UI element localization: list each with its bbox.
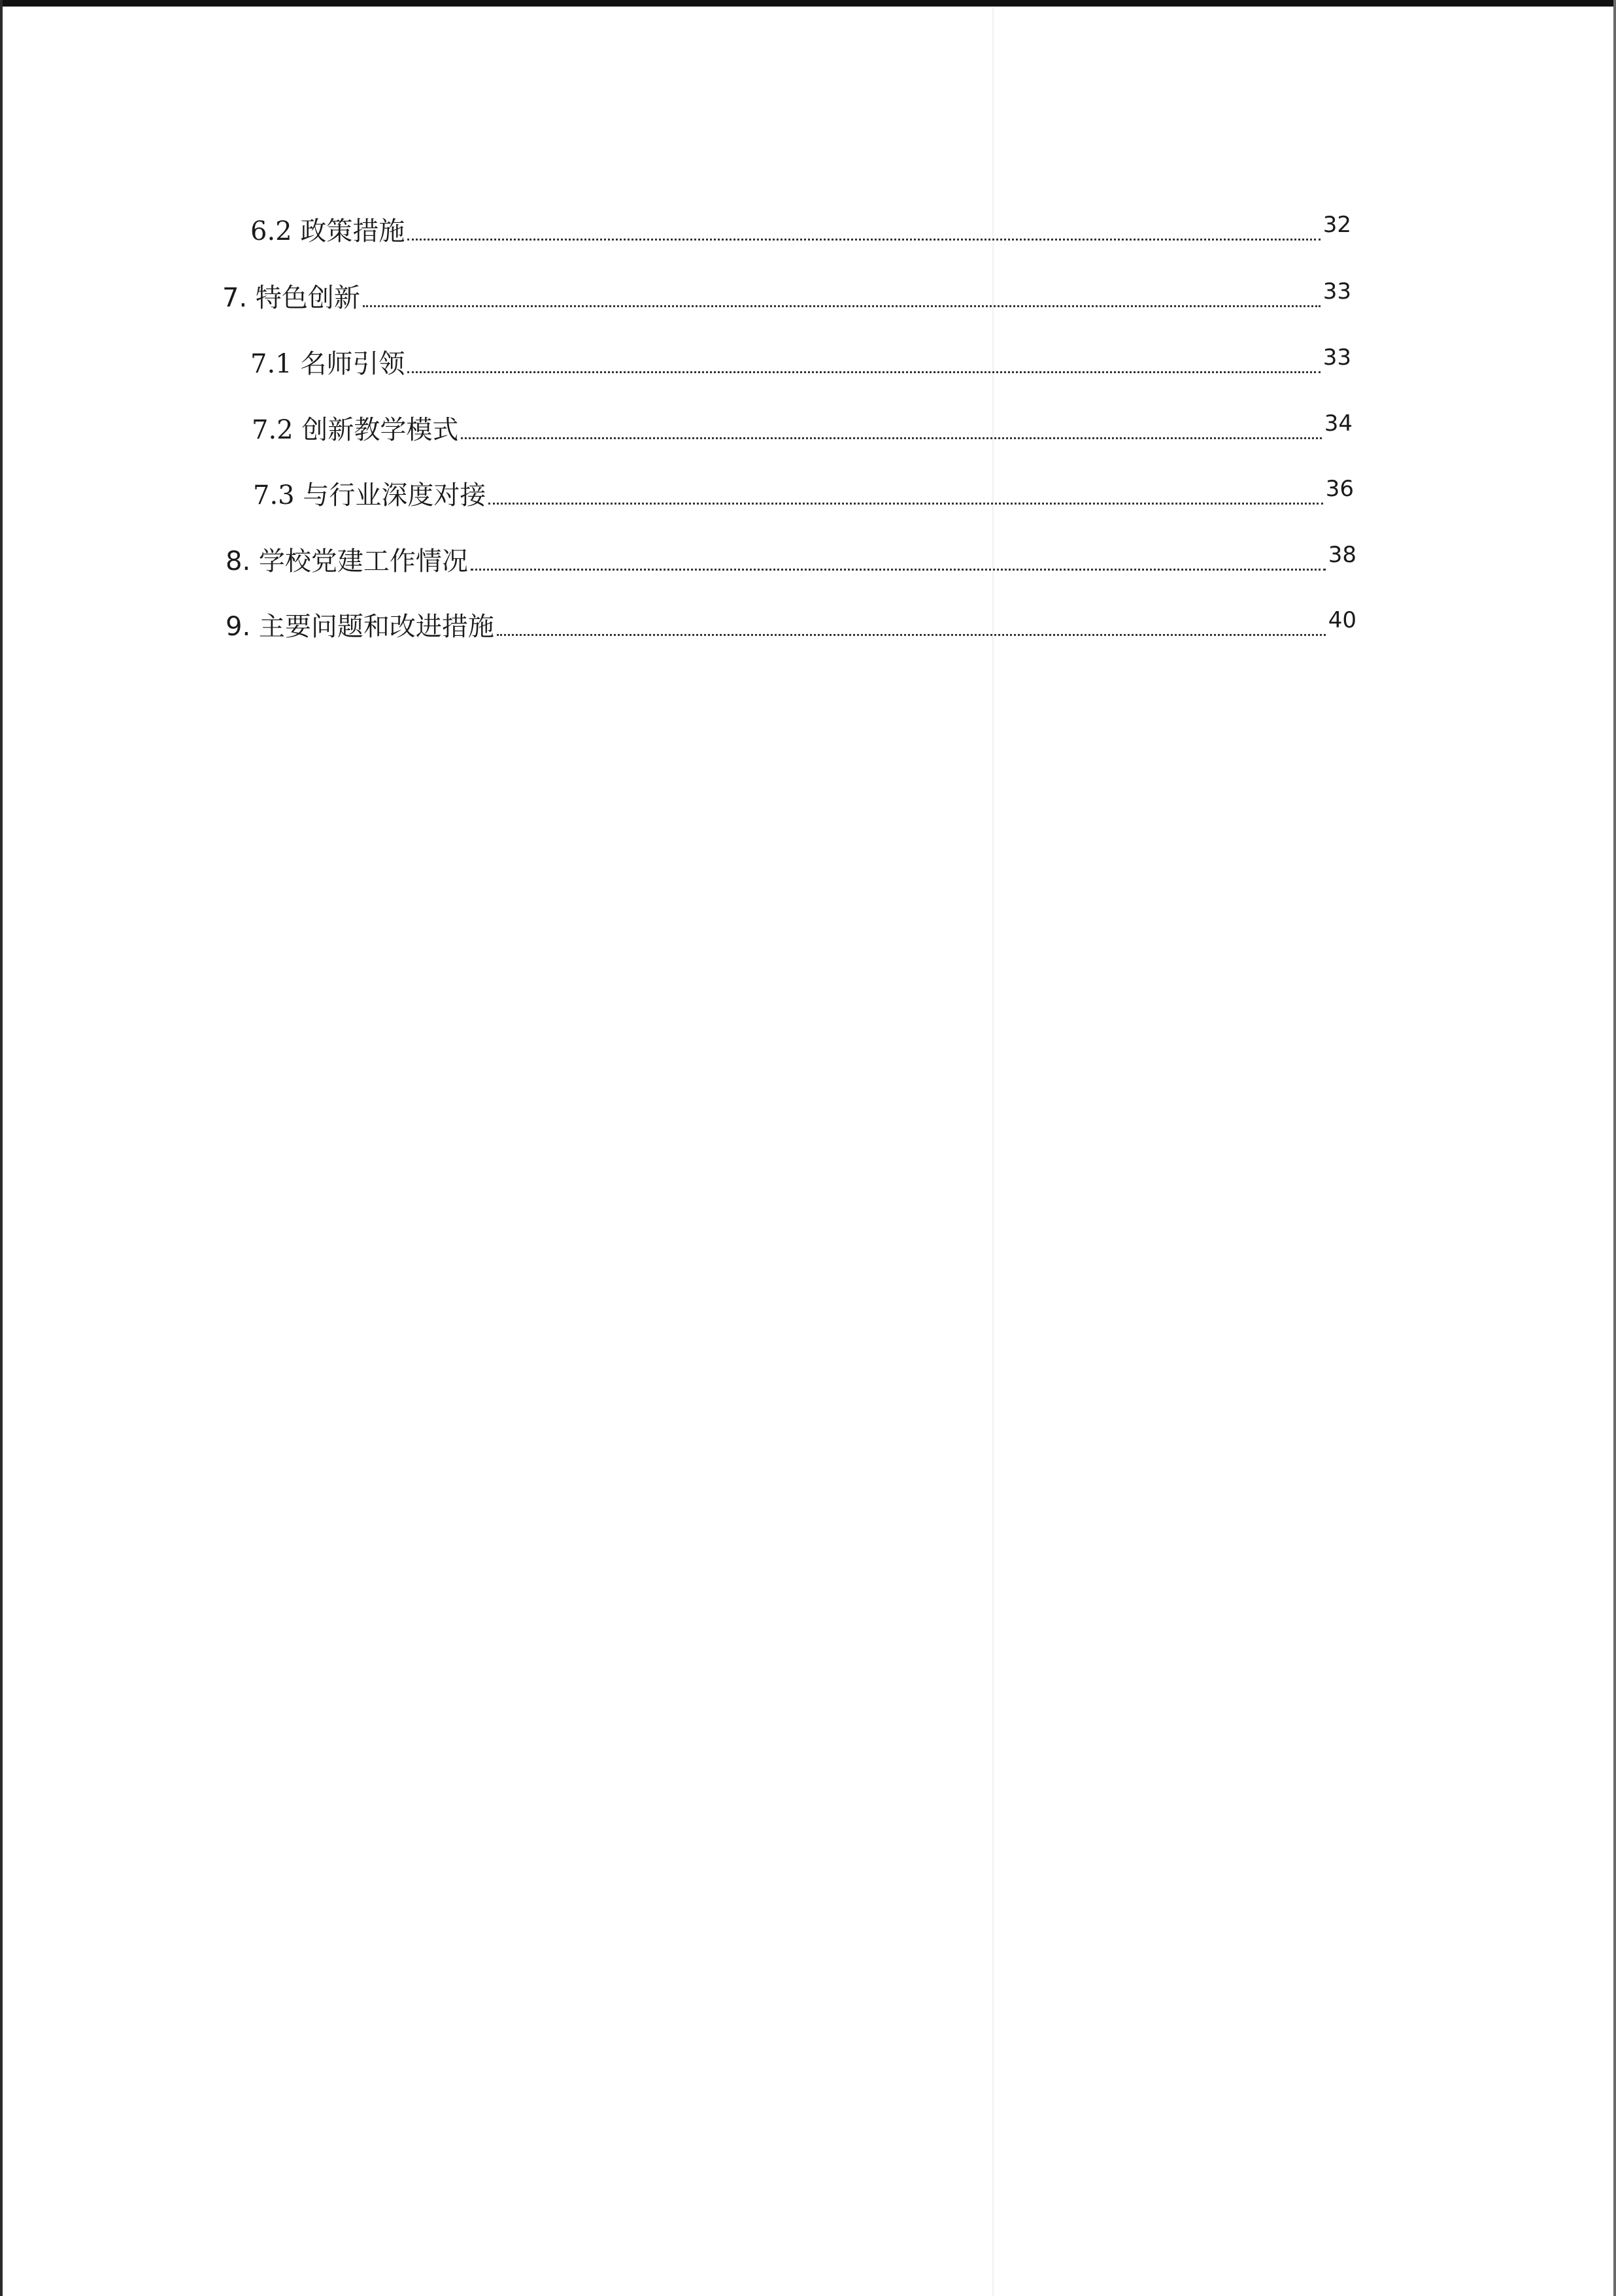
- scan-top-edge: [0, 0, 1616, 7]
- toc-entry-label: 9. 主要问题和改进措施: [226, 612, 494, 642]
- toc-entry-label: 6.2 政策措施: [250, 216, 405, 246]
- toc-entry-label: 7. 特色创新: [222, 283, 360, 313]
- toc-entry-6-2[interactable]: [250, 208, 1351, 247]
- toc-entry-9[interactable]: [226, 603, 1356, 642]
- toc-dot-leader: [407, 238, 1320, 241]
- toc-dot-leader: [363, 305, 1321, 307]
- scan-left-edge: [0, 0, 3, 2296]
- toc-page-number: 34: [1324, 410, 1353, 437]
- toc-dot-leader: [488, 502, 1322, 505]
- toc-page-number: 33: [1322, 278, 1351, 305]
- toc-dot-leader: [407, 371, 1320, 373]
- toc-page-number: 40: [1328, 607, 1356, 633]
- toc-entry-8[interactable]: [226, 538, 1356, 577]
- toc-entry-label: 8. 学校党建工作情况: [226, 546, 468, 576]
- toc-page-number: 36: [1325, 476, 1354, 502]
- toc-page-number: 33: [1322, 344, 1351, 371]
- scan-right-edge: [1613, 0, 1616, 2296]
- toc-dot-leader: [461, 437, 1321, 439]
- toc-page-number: 38: [1328, 542, 1356, 568]
- toc-entry-7-2[interactable]: [252, 407, 1353, 446]
- toc-entry-label: 7.1 名师引领: [250, 349, 405, 379]
- toc-dot-leader: [471, 568, 1326, 571]
- toc-page-number: 32: [1322, 212, 1351, 238]
- toc-entry-label: 7.3 与行业深度对接: [253, 480, 486, 510]
- toc-entry-label: 7.2 创新教学模式: [252, 415, 459, 445]
- toc-entry-7[interactable]: [222, 275, 1351, 314]
- toc-entry-7-1[interactable]: [250, 341, 1351, 380]
- toc-entry-7-3[interactable]: [253, 472, 1354, 511]
- toc-dot-leader: [497, 633, 1326, 636]
